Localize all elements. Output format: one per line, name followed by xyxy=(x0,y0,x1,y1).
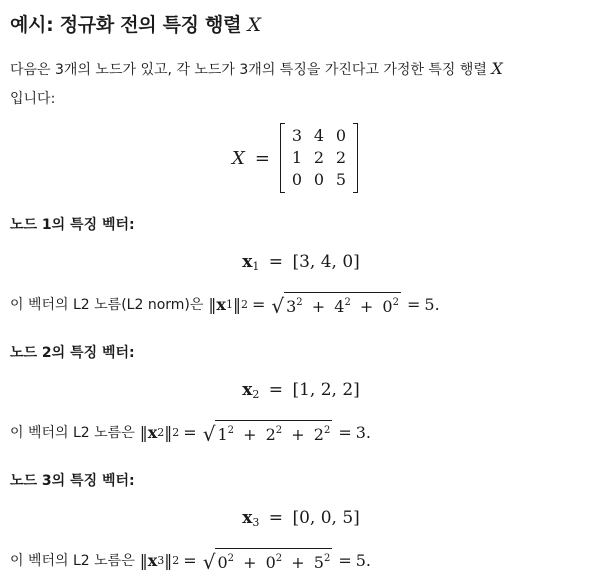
node-1-vector-equation: x1 = [3, 4, 0] xyxy=(242,252,360,273)
equals-sign: = xyxy=(254,147,270,169)
node-1-norm-line xyxy=(10,292,440,316)
matrix-cell: 4 xyxy=(313,126,325,145)
intro-line-1 xyxy=(10,54,503,85)
matrix-cell: 0 xyxy=(335,126,347,145)
norm-expression: ‖ x 2 ‖ 2 = √ $1^2 + 2^2 + 2^2$ = 3. xyxy=(139,422,371,446)
norm-prefix: 이 벡터의 L2 노름(L2 norm)은 xyxy=(10,297,204,313)
norm-result: 5. xyxy=(355,550,371,570)
vector-index: 1 xyxy=(252,260,260,273)
sqrt-symbol: √ $3^2 + 4^2 + 0^2$ xyxy=(271,294,399,318)
vector-symbol: x xyxy=(242,380,253,400)
node-3-norm-line xyxy=(10,548,371,572)
matrix-lhs: X xyxy=(232,147,245,169)
node-1-heading: 노드 1의 특징 벡터: xyxy=(10,217,135,233)
norm-result: 3. xyxy=(355,422,371,442)
norm-result: 5. xyxy=(424,294,440,314)
vector-value: [1, 2, 2] xyxy=(292,380,360,400)
matrix-cell: 0 xyxy=(313,170,325,189)
matrix-cell: 1 xyxy=(291,148,303,167)
intro-text: 다음은 3개의 노드가 있고, 각 노드가 3개의 특징을 가진다고 가정한 특징 행렬 xyxy=(10,62,487,78)
matrix-cell: 2 xyxy=(313,148,325,167)
node-2-vector-equation: x2 = [1, 2, 2] xyxy=(242,380,360,401)
heading-text: 예시: 정규화 전의 특징 행렬 xyxy=(10,14,242,36)
matrix-equation xyxy=(232,122,358,194)
intro-line-2: 입니다: xyxy=(10,91,56,107)
vector-value: [0, 0, 5] xyxy=(292,508,360,528)
norm-expression: ‖ x 1 ‖ 2 = √ $3^2 + 4^2 + 0^2$ = 5. xyxy=(208,294,440,318)
vector-index: 3 xyxy=(252,516,260,529)
matrix-cell: 2 xyxy=(335,148,347,167)
node-2-heading: 노드 2의 특징 벡터: xyxy=(10,345,135,361)
matrix-cell: 5 xyxy=(335,170,347,189)
intro-matrix-symbol: X xyxy=(491,59,503,78)
sqrt-symbol: √ $0^2 + 0^2 + 5^2$ xyxy=(202,550,331,574)
matrix-cell: 3 xyxy=(291,126,303,145)
norm-expression: ‖ x 3 ‖ 2 = √ $0^2 + 0^2 + 5^2$ = 5. xyxy=(139,550,371,574)
node-3-heading: 노드 3의 특징 벡터: xyxy=(10,473,135,489)
vector-symbol: x xyxy=(242,508,253,528)
vector-index: 2 xyxy=(252,388,260,401)
node-2-norm-line xyxy=(10,420,371,444)
matrix-cell: 0 xyxy=(291,170,303,189)
vector-value: [3, 4, 0] xyxy=(292,252,360,272)
vector-symbol: x xyxy=(242,252,253,272)
section-heading xyxy=(10,10,261,37)
norm-prefix: 이 벡터의 L2 노름은 xyxy=(10,425,135,441)
heading-matrix-symbol: X xyxy=(247,14,261,36)
norm-prefix: 이 벡터의 L2 노름은 xyxy=(10,553,135,569)
sqrt-symbol: √ $1^2 + 2^2 + 2^2$ xyxy=(202,422,331,446)
feature-matrix xyxy=(280,123,358,193)
node-3-vector-equation: x3 = [0, 0, 5] xyxy=(242,508,360,529)
